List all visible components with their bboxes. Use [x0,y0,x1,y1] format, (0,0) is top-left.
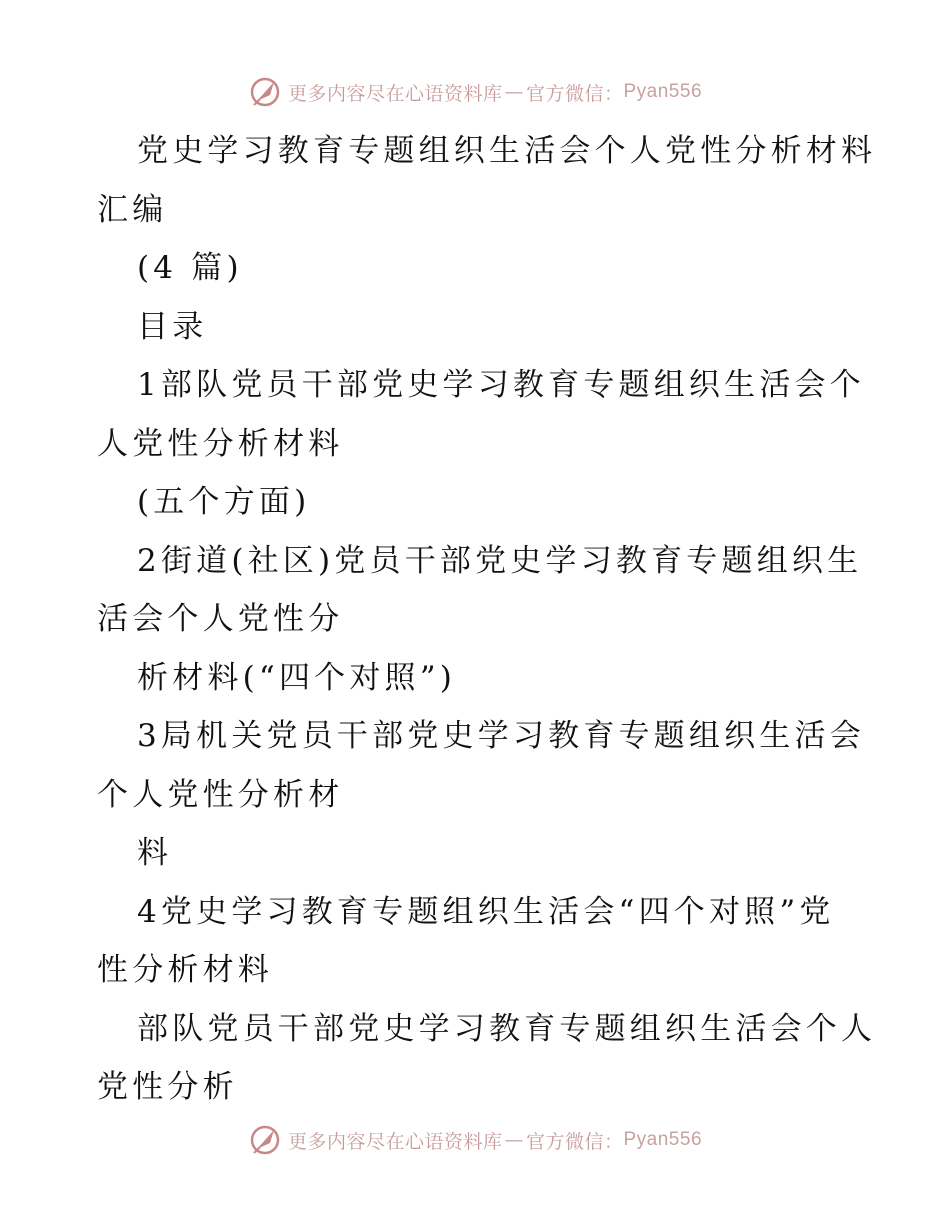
watermark-text: 更多内容尽在心语资料库 [287,1130,503,1153]
toc-item-1-line-3: (五个方面) [137,484,311,520]
section-title-line-2: 党性分析 [97,1069,238,1105]
watermark-wechat-label: 官方微信： [525,82,624,105]
watermark-wechat-id: Pyan556 [623,81,703,102]
footer-watermark [0,1120,950,1160]
watermark-separator: — [504,1129,524,1151]
quill-logo-icon [248,75,282,109]
toc-item-2-line-2: 活会个人党性分 [97,601,344,637]
doc-title-line-1: 党史学习教育专题组织生活会个人党性分析材料 [137,133,877,169]
watermark-wechat-id: Pyan556 [623,1129,703,1150]
section-title-line-1: 部队党员干部党史学习教育专题组织生活会个人 [137,1010,877,1047]
toc-heading: 目录 [137,308,208,345]
header-watermark [0,72,950,112]
doc-count-line: (4 篇) [137,250,243,286]
watermark-separator: — [504,81,524,103]
document-body [97,122,877,1117]
toc-item-3-line-3: 料 [137,835,173,871]
toc-item-4-line-1: 4党史学习教育专题组织生活会“四个对照”党 [137,893,835,930]
doc-title-line-2: 汇编 [97,191,168,228]
quill-logo-icon [248,1123,282,1157]
toc-item-1-line-2: 人党性分析材料 [97,425,344,462]
watermark-wechat-label: 官方微信： [525,1130,624,1153]
toc-item-2-line-1: 2街道(社区)党员干部党史学习教育专题组织生 [137,542,863,579]
toc-item-3-line-1: 3局机关党员干部党史学习教育专题组织生活会 [137,718,865,754]
toc-item-2-line-3: 析材料(“四个对照”) [137,659,457,696]
toc-item-1-line-1: 1部队党员干部党史学习教育专题组织生活会个 [137,367,865,403]
toc-item-4-line-2: 性分析材料 [97,952,273,988]
toc-item-3-line-2: 个人党性分析材 [97,776,344,813]
watermark-text: 更多内容尽在心语资料库 [287,82,503,105]
